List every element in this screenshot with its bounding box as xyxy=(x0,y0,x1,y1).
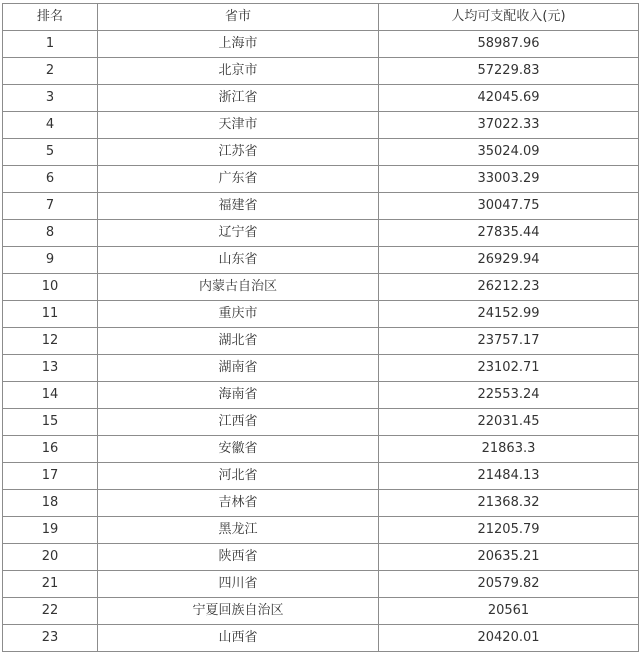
income-ranking-table-container xyxy=(2,3,639,652)
header-province: 省市 xyxy=(98,4,379,31)
table-row xyxy=(3,544,639,571)
table-row xyxy=(3,85,639,112)
cell-income: 58987.96 xyxy=(379,31,639,58)
cell-income: 42045.69 xyxy=(379,85,639,112)
table-row xyxy=(3,463,639,490)
cell-rank: 3 xyxy=(3,85,98,112)
cell-income: 26929.94 xyxy=(379,247,639,274)
cell-rank: 1 xyxy=(3,31,98,58)
table-row xyxy=(3,139,639,166)
cell-province: 湖北省 xyxy=(98,328,379,355)
table-row xyxy=(3,31,639,58)
cell-rank: 20 xyxy=(3,544,98,571)
table-row xyxy=(3,58,639,85)
cell-province: 陕西省 xyxy=(98,544,379,571)
header-income: 人均可支配收入(元) xyxy=(379,4,639,31)
cell-rank: 17 xyxy=(3,463,98,490)
cell-rank: 21 xyxy=(3,571,98,598)
cell-rank: 16 xyxy=(3,436,98,463)
cell-province: 重庆市 xyxy=(98,301,379,328)
table-row xyxy=(3,436,639,463)
table-row xyxy=(3,247,639,274)
cell-rank: 7 xyxy=(3,193,98,220)
cell-income: 26212.23 xyxy=(379,274,639,301)
cell-income: 30047.75 xyxy=(379,193,639,220)
cell-income: 21484.13 xyxy=(379,463,639,490)
table-row xyxy=(3,220,639,247)
table-body xyxy=(3,31,639,652)
cell-income: 22031.45 xyxy=(379,409,639,436)
cell-income: 27835.44 xyxy=(379,220,639,247)
table-row xyxy=(3,355,639,382)
table-row xyxy=(3,490,639,517)
cell-province: 广东省 xyxy=(98,166,379,193)
cell-rank: 14 xyxy=(3,382,98,409)
cell-province: 山西省 xyxy=(98,625,379,652)
table-row xyxy=(3,193,639,220)
cell-income: 21205.79 xyxy=(379,517,639,544)
cell-rank: 19 xyxy=(3,517,98,544)
header-rank: 排名 xyxy=(3,4,98,31)
cell-income: 24152.99 xyxy=(379,301,639,328)
cell-income: 57229.83 xyxy=(379,58,639,85)
cell-income: 23102.71 xyxy=(379,355,639,382)
table-row xyxy=(3,571,639,598)
cell-rank: 5 xyxy=(3,139,98,166)
cell-income: 37022.33 xyxy=(379,112,639,139)
cell-province: 天津市 xyxy=(98,112,379,139)
cell-province: 湖南省 xyxy=(98,355,379,382)
cell-province: 内蒙古自治区 xyxy=(98,274,379,301)
cell-province: 上海市 xyxy=(98,31,379,58)
cell-income: 35024.09 xyxy=(379,139,639,166)
cell-province: 宁夏回族自治区 xyxy=(98,598,379,625)
cell-income: 20561 xyxy=(379,598,639,625)
cell-rank: 22 xyxy=(3,598,98,625)
cell-province: 海南省 xyxy=(98,382,379,409)
cell-income: 33003.29 xyxy=(379,166,639,193)
cell-province: 福建省 xyxy=(98,193,379,220)
cell-rank: 11 xyxy=(3,301,98,328)
table-header-row xyxy=(3,4,639,31)
cell-rank: 23 xyxy=(3,625,98,652)
table-row xyxy=(3,598,639,625)
cell-rank: 6 xyxy=(3,166,98,193)
cell-rank: 12 xyxy=(3,328,98,355)
table-row xyxy=(3,409,639,436)
cell-income: 21863.3 xyxy=(379,436,639,463)
cell-rank: 18 xyxy=(3,490,98,517)
cell-province: 辽宁省 xyxy=(98,220,379,247)
cell-rank: 13 xyxy=(3,355,98,382)
cell-rank: 9 xyxy=(3,247,98,274)
table-row xyxy=(3,301,639,328)
cell-province: 北京市 xyxy=(98,58,379,85)
cell-province: 江苏省 xyxy=(98,139,379,166)
cell-province: 吉林省 xyxy=(98,490,379,517)
cell-rank: 4 xyxy=(3,112,98,139)
table-row xyxy=(3,166,639,193)
table-row xyxy=(3,274,639,301)
cell-income: 20420.01 xyxy=(379,625,639,652)
cell-province: 江西省 xyxy=(98,409,379,436)
cell-province: 黑龙江 xyxy=(98,517,379,544)
table-row xyxy=(3,517,639,544)
cell-province: 山东省 xyxy=(98,247,379,274)
cell-income: 21368.32 xyxy=(379,490,639,517)
cell-rank: 8 xyxy=(3,220,98,247)
cell-province: 安徽省 xyxy=(98,436,379,463)
cell-rank: 15 xyxy=(3,409,98,436)
table-row xyxy=(3,112,639,139)
cell-province: 四川省 xyxy=(98,571,379,598)
cell-rank: 10 xyxy=(3,274,98,301)
cell-province: 河北省 xyxy=(98,463,379,490)
income-ranking-table xyxy=(2,3,639,652)
cell-income: 22553.24 xyxy=(379,382,639,409)
table-row xyxy=(3,382,639,409)
table-row xyxy=(3,625,639,652)
cell-income: 23757.17 xyxy=(379,328,639,355)
cell-province: 浙江省 xyxy=(98,85,379,112)
cell-income: 20579.82 xyxy=(379,571,639,598)
table-row xyxy=(3,328,639,355)
cell-income: 20635.21 xyxy=(379,544,639,571)
cell-rank: 2 xyxy=(3,58,98,85)
